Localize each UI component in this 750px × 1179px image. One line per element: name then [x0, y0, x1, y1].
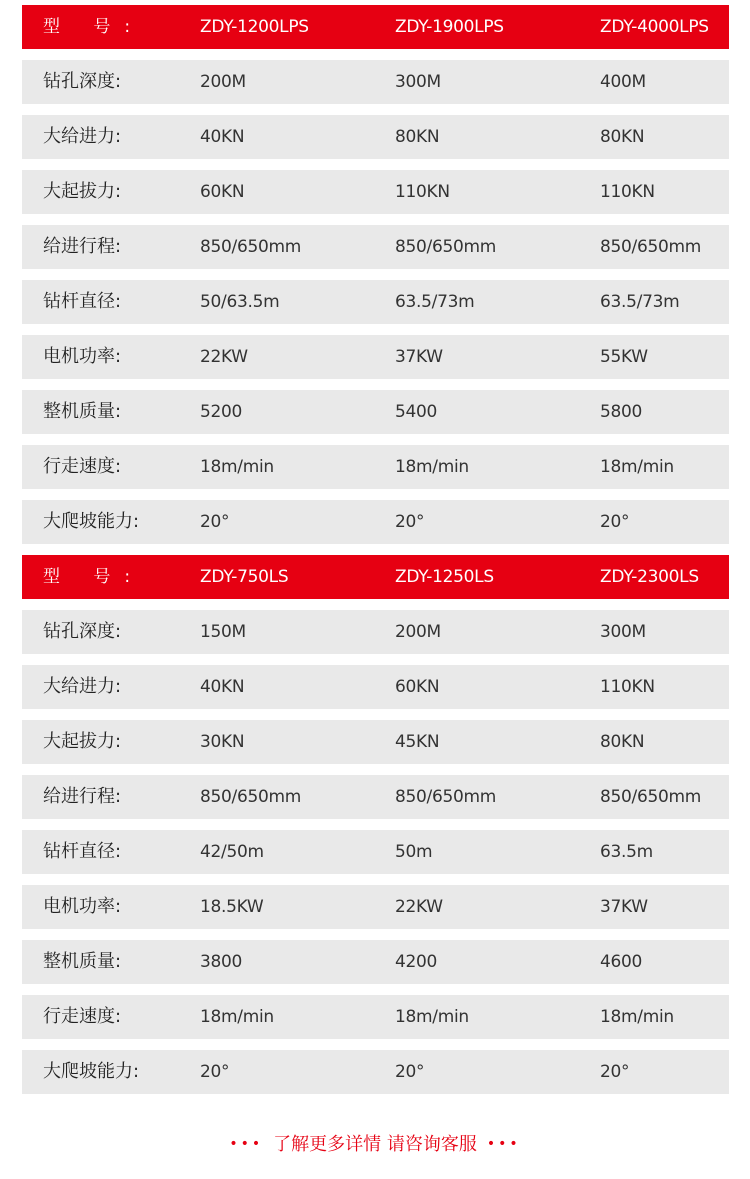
table-row — [22, 775, 729, 819]
table-row — [22, 500, 729, 544]
table-row — [22, 665, 729, 709]
spec-value: 850/650mm — [200, 787, 302, 807]
spec-value: 850/650mm — [600, 237, 702, 257]
spec-value: 850/650mm — [600, 787, 702, 807]
spec-value: 5800 — [600, 402, 643, 422]
spec-label: 钻杆直径: — [43, 841, 122, 862]
spec-value: 300M — [600, 622, 646, 642]
table-header-row — [22, 5, 729, 49]
spec-value: 60KN — [200, 182, 245, 202]
spec-value: 80KN — [600, 127, 645, 147]
footer-right-dots: ••• — [486, 1136, 521, 1152]
table-row — [22, 390, 729, 434]
table-row — [22, 995, 729, 1039]
spec-value: 110KN — [395, 182, 450, 202]
spec-value: 60KN — [395, 677, 440, 697]
spec-label: 给进行程: — [43, 786, 122, 807]
spec-label: 钻孔深度: — [43, 621, 122, 642]
spec-value: 22KW — [395, 897, 443, 917]
spec-label: 大给进力: — [43, 126, 122, 147]
spec-table — [22, 555, 729, 1105]
table-row — [22, 720, 729, 764]
spec-value: 4600 — [600, 952, 643, 972]
spec-label: 整机质量: — [43, 951, 122, 972]
spec-value: 22KW — [200, 347, 248, 367]
spec-value: 18m/min — [600, 1007, 674, 1027]
spec-value: 80KN — [395, 127, 440, 147]
spec-value: 18m/min — [395, 457, 469, 477]
spec-value: 63.5/73m — [395, 292, 475, 312]
table-row — [22, 280, 729, 324]
model-name: ZDY-1200LPS — [200, 17, 309, 37]
spec-value: 200M — [395, 622, 441, 642]
spec-label: 电机功率: — [43, 346, 122, 367]
spec-value: 37KW — [395, 347, 443, 367]
spec-value: 400M — [600, 72, 646, 92]
spec-label: 大起拔力: — [43, 181, 122, 202]
spec-value: 850/650mm — [395, 787, 497, 807]
spec-value: 40KN — [200, 677, 245, 697]
spec-value: 20° — [395, 512, 425, 532]
spec-label: 大爬坡能力: — [43, 511, 140, 532]
spec-value: 55KW — [600, 347, 648, 367]
spec-value: 37KW — [600, 897, 648, 917]
spec-value: 63.5/73m — [600, 292, 680, 312]
spec-label: 行走速度: — [43, 1006, 122, 1027]
footer-contact-banner[interactable] — [0, 1130, 750, 1160]
table-row — [22, 225, 729, 269]
model-name: ZDY-4000LPS — [600, 17, 709, 37]
table-row — [22, 60, 729, 104]
spec-value: 5400 — [395, 402, 438, 422]
spec-value: 850/650mm — [200, 237, 302, 257]
spec-value: 18m/min — [200, 1007, 274, 1027]
spec-value: 200M — [200, 72, 246, 92]
table-row — [22, 940, 729, 984]
model-name: ZDY-1900LPS — [395, 17, 504, 37]
spec-value: 20° — [600, 1062, 630, 1082]
spec-value: 20° — [200, 512, 230, 532]
spec-value: 4200 — [395, 952, 438, 972]
model-label: 型 号: — [43, 567, 145, 587]
spec-label: 整机质量: — [43, 401, 122, 422]
spec-table — [22, 5, 729, 555]
spec-value: 42/50m — [200, 842, 264, 862]
table-row — [22, 885, 729, 929]
spec-value: 150M — [200, 622, 246, 642]
spec-value: 80KN — [600, 732, 645, 752]
table-row — [22, 445, 729, 489]
spec-value: 20° — [200, 1062, 230, 1082]
spec-value: 30KN — [200, 732, 245, 752]
spec-label: 钻孔深度: — [43, 71, 122, 92]
spec-value: 850/650mm — [395, 237, 497, 257]
spec-value: 18m/min — [395, 1007, 469, 1027]
spec-value: 110KN — [600, 677, 655, 697]
spec-value: 40KN — [200, 127, 245, 147]
table-header-row — [22, 555, 729, 599]
spec-value: 50/63.5m — [200, 292, 280, 312]
spec-value: 20° — [600, 512, 630, 532]
spec-value: 63.5m — [600, 842, 653, 862]
spec-value: 20° — [395, 1062, 425, 1082]
table-row — [22, 610, 729, 654]
spec-value: 110KN — [600, 182, 655, 202]
spec-label: 大爬坡能力: — [43, 1061, 140, 1082]
spec-value: 18m/min — [600, 457, 674, 477]
spec-label: 钻杆直径: — [43, 291, 122, 312]
footer-left-dots: ••• — [229, 1136, 264, 1152]
table-row — [22, 1050, 729, 1094]
spec-label: 给进行程: — [43, 236, 122, 257]
spec-value: 18m/min — [200, 457, 274, 477]
spec-label: 行走速度: — [43, 456, 122, 477]
spec-label: 大给进力: — [43, 676, 122, 697]
spec-value: 5200 — [200, 402, 243, 422]
model-label: 型 号: — [43, 17, 145, 37]
model-name: ZDY-2300LS — [600, 567, 699, 587]
spec-value: 50m — [395, 842, 433, 862]
spec-value: 3800 — [200, 952, 243, 972]
spec-label: 电机功率: — [43, 896, 122, 917]
model-name: ZDY-1250LS — [395, 567, 494, 587]
spec-label: 大起拔力: — [43, 731, 122, 752]
footer-text: 了解更多详情 请咨询客服 — [273, 1134, 477, 1155]
table-row — [22, 830, 729, 874]
spec-value: 45KN — [395, 732, 440, 752]
spec-value: 18.5KW — [200, 897, 264, 917]
table-row — [22, 170, 729, 214]
spec-value: 300M — [395, 72, 441, 92]
table-row — [22, 335, 729, 379]
model-name: ZDY-750LS — [200, 567, 289, 587]
table-row — [22, 115, 729, 159]
